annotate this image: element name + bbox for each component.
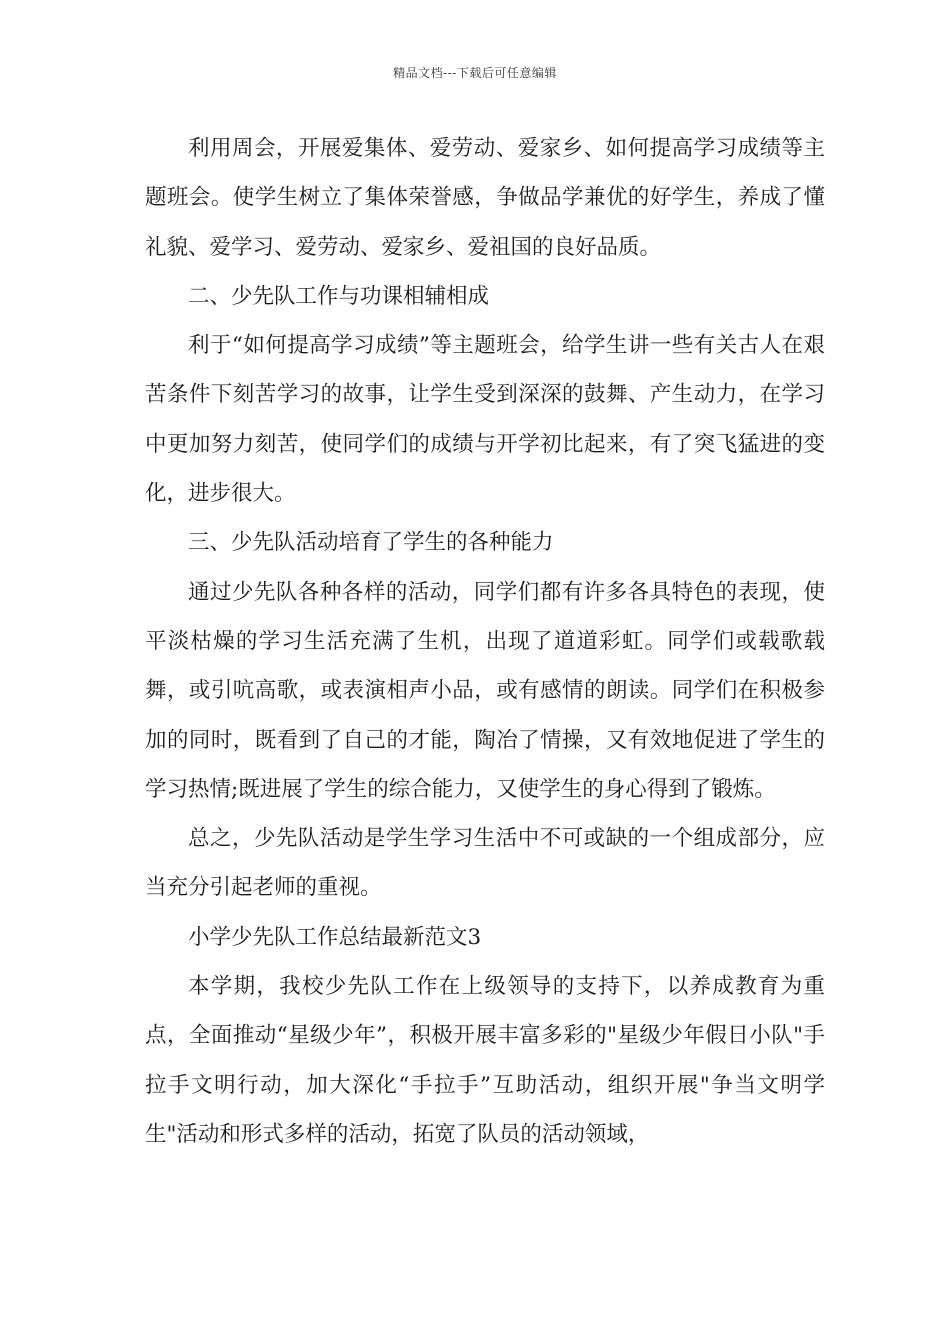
paragraph: 利于“如何提高学习成绩”等主题班会，给学生讲一些有关古人在艰苦条件下刻苦学习的故事，让学生受到深深的鼓舞、产生动力，在学习中更加努力刻苦，使同学们的成绩与开学初比起来，有了突飞猛进的变化，进步很大。 [145,333,825,507]
paragraph: 利用周会，开展爱集体、爱劳动、爱家乡、如何提高学习成绩等主题班会。使学生树立了集体荣誉感，争做品学兼优的好学生，养成了懂礼貌、爱学习、爱劳动、爱家乡、爱祖国的良好品质。 [145,136,825,260]
paragraph: 总之，少先队活动是学生学习生活中不可或缺的一个组成部分，应当充分引起老师的重视。 [145,826,825,901]
article-title: 小学少先队工作总结最新范文3 [188,924,482,950]
page-header: 精品文档---下载后可任意编辑 [393,66,557,80]
section-heading: 二、少先队工作与功课相辅相成 [188,283,490,309]
paragraph: 通过少先队各种各样的活动，同学们都有许多各具特色的表现，使平淡枯燥的学习生活充满了生机，出现了道道彩虹。同学们或载歌载舞，或引吭高歌，或表演相声小品，或有感情的朗读。同学们在积极参加的同时，既看到了自己的才能，陶冶了情操，又有效地促进了学生的学习热情;既进展了学生的综合能力，又使学生的身心得到了锻炼。 [145,579,825,802]
document-body [145,124,825,1159]
paragraph: 本学期，我校少先队工作在上级领导的支持下，以养成教育为重点，全面推动“星级少年”，积极开展丰富多彩的"星级少年假日小队"手拉手文明行动，加大深化“手拉手”互助活动，组织开展"争当文明学生"活动和形式多样的活动，拓宽了队员的活动领域， [145,974,825,1147]
section-heading: 三、少先队活动培育了学生的各种能力 [188,530,554,556]
